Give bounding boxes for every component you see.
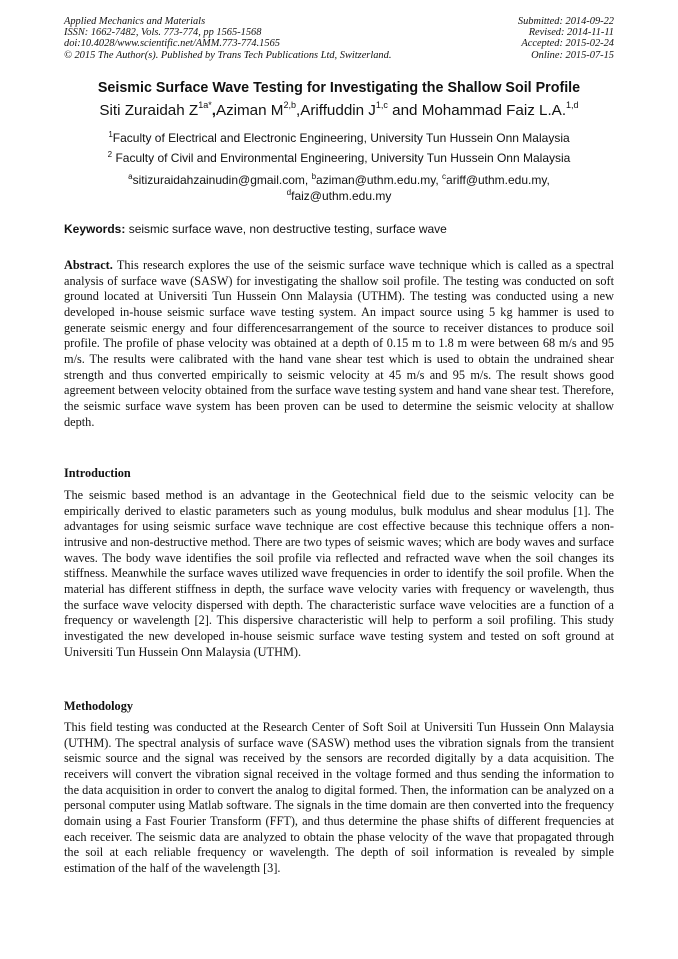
keywords-line (64, 222, 614, 236)
methodology-heading: Methodology (64, 699, 133, 713)
email-superscript: c (442, 172, 447, 181)
email-address: sitizuraidahzainudin@gmail.com (132, 173, 305, 187)
submission-dates (518, 16, 614, 61)
author-separator: and (387, 102, 422, 119)
affiliation-1 (30, 131, 648, 145)
keywords-label: Keywords: (64, 222, 126, 236)
online-date: Online: 2015-07-15 (531, 49, 614, 61)
abstract-label: Abstract. (64, 258, 113, 272)
methodology-paragraph: This field testing was conducted at the Research Center of Soft Soil at Universiti Tun Hussein Onn Malaysia (UTHM). The spectral analysis of surface wave (SASW) method uses the vibration signals from the transient seismic source and the signal was received by the sensors are recorded digitally by a data acquisition. The receivers will convert the vibration signal received in the voltage formed and thus sending the information to the data acquisition in order to convert the analog to digital formed. Then, the information can be analyzed on a personal computer using Matlab software. The signals in the time domain are then converted into the frequency domain using a Fast Fourier Transform (FFT), and thus determine the phase shifts of different frequencies at each receiver. The seismic data are analyzed to obtain the phase velocity of the wave that propagated through the soil at each reliable frequency or wavelength. The depth of soil information is revealed by simple estimation of the half of the wavelength [3]. (64, 720, 614, 875)
copyright-line: © 2015 The Author(s). Published by Trans Tech Publications Ltd, Switzerland. (64, 49, 392, 61)
email-address: faiz@uthm.edu.my (291, 189, 392, 203)
author-name: Aziman M (215, 102, 284, 119)
author-list (30, 102, 648, 119)
author-separator: , (295, 102, 301, 119)
author-separator: , (211, 102, 216, 119)
author-superscript: 1a* (198, 100, 212, 110)
email-superscript: a (128, 172, 133, 181)
author-name: Mohammad Faiz L.A. (421, 102, 567, 119)
affiliation-superscript: 1 (108, 130, 113, 139)
paper-title: Seismic Surface Wave Testing for Investigating the Shallow Soil Profile (97, 80, 581, 96)
affiliation-2 (30, 151, 648, 165)
author-name: Ariffuddin J (300, 102, 376, 119)
email-superscript: d (286, 188, 292, 197)
issn-line: ISSN: 1662-7482, Vols. 773-774, pp 1565-1568 (64, 27, 262, 39)
author-superscript: 1,c (375, 100, 388, 110)
abstract-text: This research explores the use of the seismic surface wave technique which is called as a spectral analysis of surface wave (SASW) for investigating the shallow soil profile. The testing was conducted on soft ground located at Universiti Tun Hussein Onn Malaysia (UTHM). The testing was conducted using a new developed in-house seismic surface wave testing system. An impact source using 5 kg hammer is used to generate seismic energy and four differencesarrangement of the source to receiver distances to produce soil profile. The profile of phase velocity was obtained at a depth of 0.15 m to 1.8 m were between 68 m/s and 95 m/s. The results were calibrated with the hand vane shear test which is used to obtain the undrained shear strength and thus converted empirically to seismic velocity at 45 m/s and 95 m/s. The result shows good agreement between velocity obtained from the surface wave testing system and hand vane shear test. Therefore, the seismic surface wave system has been proven can be used to determine the seismic velocity at shallow depth. (64, 258, 614, 429)
journal-name: Applied Mechanics and Materials (64, 16, 206, 27)
journal-info (64, 16, 391, 61)
email-superscript: b (311, 172, 317, 181)
author-superscript: 1,d (566, 100, 579, 110)
abstract-paragraph (64, 258, 614, 430)
revised-date: Revised: 2014-11-11 (528, 27, 614, 39)
introduction-paragraph: The seismic based method is an advantage in the Geotechnical field due to the seismic velocity can be empirically derived to elastic parameters such as young modulus, bulk modulus and shear modulus [1]. The advantages for using seismic surface wave technique are cost effective because this technique offers a non- intrusive and non-destructive method. There are two types of seismic waves; which are body waves and surface waves. The body wave identifies the soil profile via reflected and refracted wave when the soil changes its stiffness. Meanwhile the surface waves utilized wave frequencies in order to identify the soil profile. When the material has different stiffness in depth, the surface wave velocity varies with frequency or wavelength, thus the surface wave velocity dispersed with depth. The characteristic surface wave velocities are a function of a frequency or wavelength [2]. This dispersive characteristic will help to perform a soil profiling. This study investigated the new developed in-house seismic surface wave testing system and tested on soft ground at Universiti Tun Hussein Onn Malaysia (UTHM). (64, 488, 614, 659)
author-superscript: 2,b (283, 100, 296, 110)
introduction-heading: Introduction (64, 466, 131, 480)
affiliation-text: Faculty of Civil and Environmental Engineering, University Tun Hussein Onn Malaysia (115, 151, 571, 165)
email-list: $^a$sitizuraidahzainudin@gmail.com, $^b$aziman@uthm.edu.my, $^c$ariff@uthm.edu.my, $^d$faiz@uthm.edu.my (128, 172, 550, 203)
doi-line: doi:10.4028/www.scientific.net/AMM.773-774.1565 (64, 38, 280, 50)
accepted-date: Accepted: 2015-02-24 (521, 38, 614, 50)
affiliation-superscript: 2 (107, 150, 113, 159)
affiliation-text: Faculty of Electrical and Electronic Engineering, University Tun Hussein Onn Malaysia (112, 131, 570, 145)
author-name: Siti Zuraidah Z (99, 102, 199, 119)
submitted-date: Submitted: 2014-09-22 (517, 16, 614, 27)
email-address: ariff@uthm.edu.my (446, 173, 547, 187)
email-address: aziman@uthm.edu.my (316, 173, 436, 187)
keywords-text: seismic surface wave, non destructive testing, surface wave (128, 222, 447, 236)
